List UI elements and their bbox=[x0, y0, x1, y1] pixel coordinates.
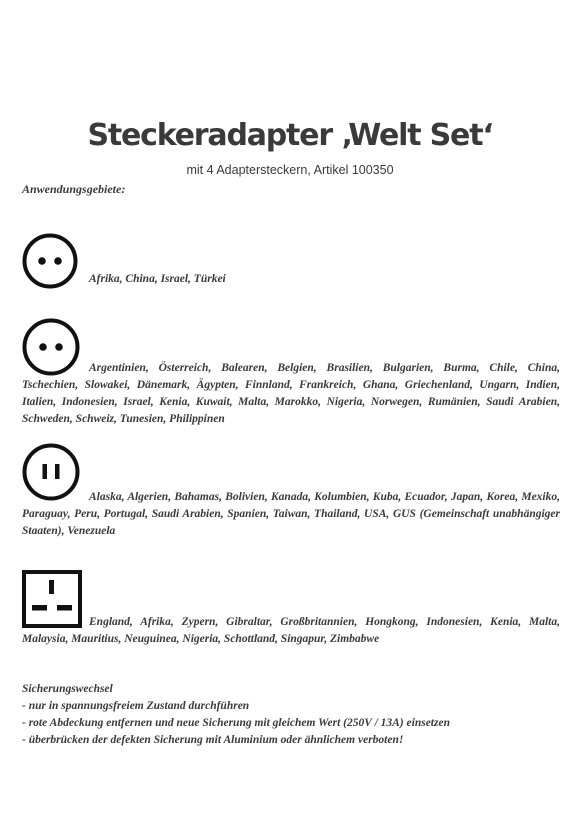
socket-countries-3: Alaska, Algerien, Bahamas, Bolivien, Kanada, Kolumbien, Kuba, Ecuador, Japan, Korea, Mexiko, Paraguay, Peru, Portugal, Saudi Arabien, Spanien, Taiwan, Thailand, USA, GUS (Gemeinschaft unabhängiger Staaten), Venezuela bbox=[22, 491, 560, 537]
document-title: Steckeradapter ‚Welt Set‘ bbox=[87, 118, 493, 153]
usage-heading: Anwendungsgebiete: bbox=[22, 182, 126, 196]
socket-countries-2: Argentinien, Österreich, Balearen, Belgien, Brasilien, Bulgarien, Burma, Chile, China, Tschechien, Slowakei, Dänemark, Ägypten, Finnland, Frankreich, Ghana, Griechenland, Ungarn, Indien, Italien, Indonesien, Israel, Kenia, Kuwait, Malta, Marokko, Nigeria, Norwegen, Rumänien, Saudi Arabien, Schweden, Schweiz, Tunesien, Philippinen bbox=[22, 362, 560, 425]
fuse-line: - überbrücken der defekten Sicherung mit Aluminium oder ähnlichem verboten! bbox=[22, 734, 404, 746]
fuse-line: - rote Abdeckung entfernen und neue Sicherung mit gleichem Wert (250V / 13A) einsetzen bbox=[22, 717, 450, 729]
fuse-line: - nur in spannungsfreiem Zustand durchführen bbox=[22, 700, 250, 712]
fuse-heading: Sicherungswechsel bbox=[22, 683, 113, 695]
socket-countries-1: Afrika, China, Israel, Türkei bbox=[89, 273, 226, 285]
socket-countries-4: England, Afrika, Zypern, Gibraltar, Großbritannien, Hongkong, Indonesien, Kenia, Malta, Malaysia, Mauritius, Neuguinea, Nigeria, Schottland, Singapur, Zimbabwe bbox=[22, 616, 560, 645]
document-subtitle: mit 4 Adaptersteckern, Artikel 100350 bbox=[186, 163, 394, 177]
fuse-section bbox=[22, 681, 562, 749]
